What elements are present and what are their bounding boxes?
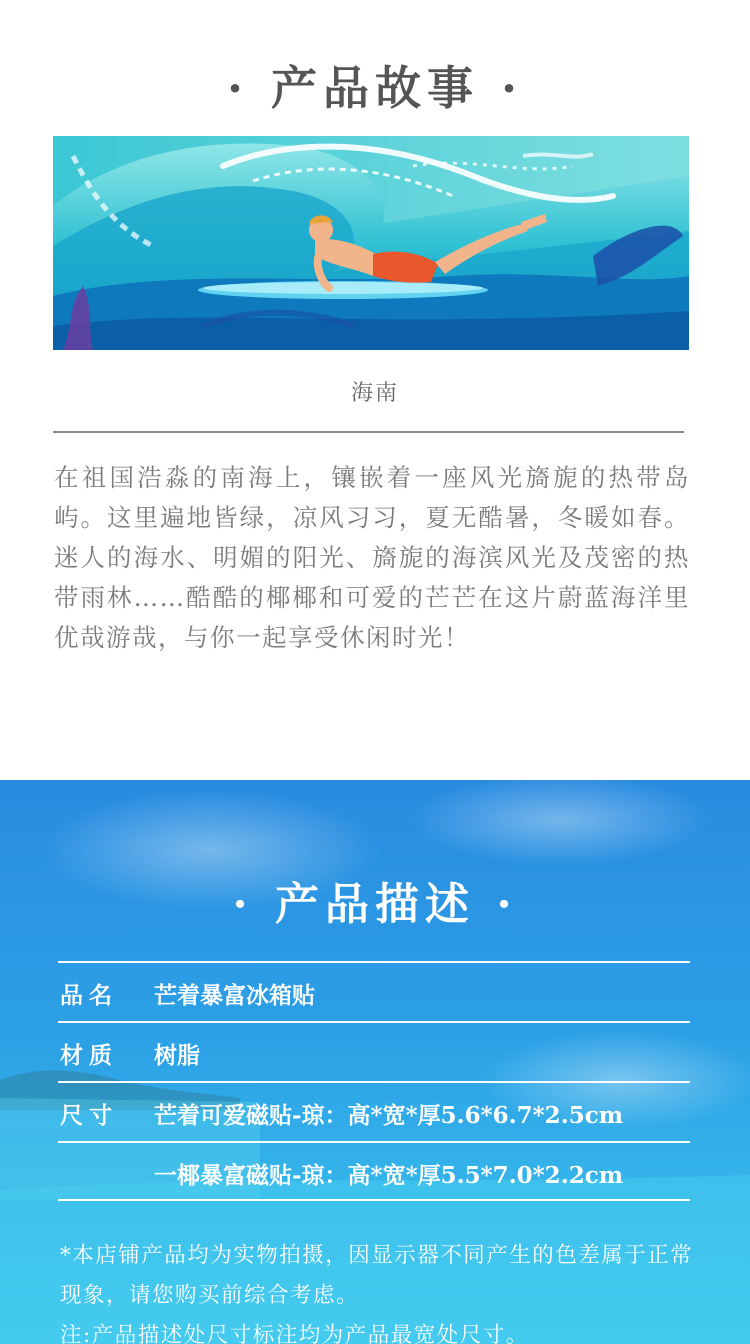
story-title: · 产品故事 · — [226, 61, 524, 115]
spec-value: 芒着可爱磁贴-琼：高*宽*厚5.6*6.7*2.5cm — [154, 1102, 624, 1129]
spec-label: 尺寸 — [60, 1102, 118, 1129]
spec-label: 品名 — [60, 982, 118, 1009]
banner-caption: 海南 — [350, 381, 399, 406]
surfer-wave-illustration — [53, 136, 689, 350]
spec-row-name — [58, 961, 690, 1021]
spec-row-material — [58, 1021, 690, 1081]
spec-value: 树脂 — [154, 1042, 200, 1069]
spec-label: 材质 — [60, 1042, 118, 1069]
spec-table — [58, 961, 690, 1201]
spec-row-size-2 — [58, 1141, 690, 1201]
divider — [53, 431, 684, 433]
spec-row-size-1 — [58, 1081, 690, 1141]
spec-value: 芒着暴富冰箱贴 — [154, 982, 315, 1009]
product-description-section — [0, 780, 750, 1344]
disclaimer-size: 注:产品描述处尺寸标注均为产品最宽处尺寸。 — [60, 1323, 529, 1344]
spec-value: 一椰暴富磁贴-琼：高*宽*厚5.5*7.0*2.2cm — [154, 1162, 624, 1189]
story-paragraph: 在祖国浩淼的南海上，镶嵌着一座风光旖旎的热带岛屿。这里遍地皆绿，凉风习习，夏无酷暑，冬暖如春。迷人的海水、明媚的阳光、旖旎的海滨风光及茂密的热带雨林……酷酷的椰椰和可爱的芒芒在这片蔚蓝海洋里优哉游哉，与你一起享受休闲时光！ — [54, 463, 690, 652]
description-title: · 产品描述 · — [232, 879, 518, 930]
disclaimer-note — [60, 1236, 700, 1344]
disclaimer-color: *本店铺产品均为实物拍摄，因显示器不同产生的色差属于正常现象，请您购买前综合考虑。 — [60, 1243, 694, 1308]
